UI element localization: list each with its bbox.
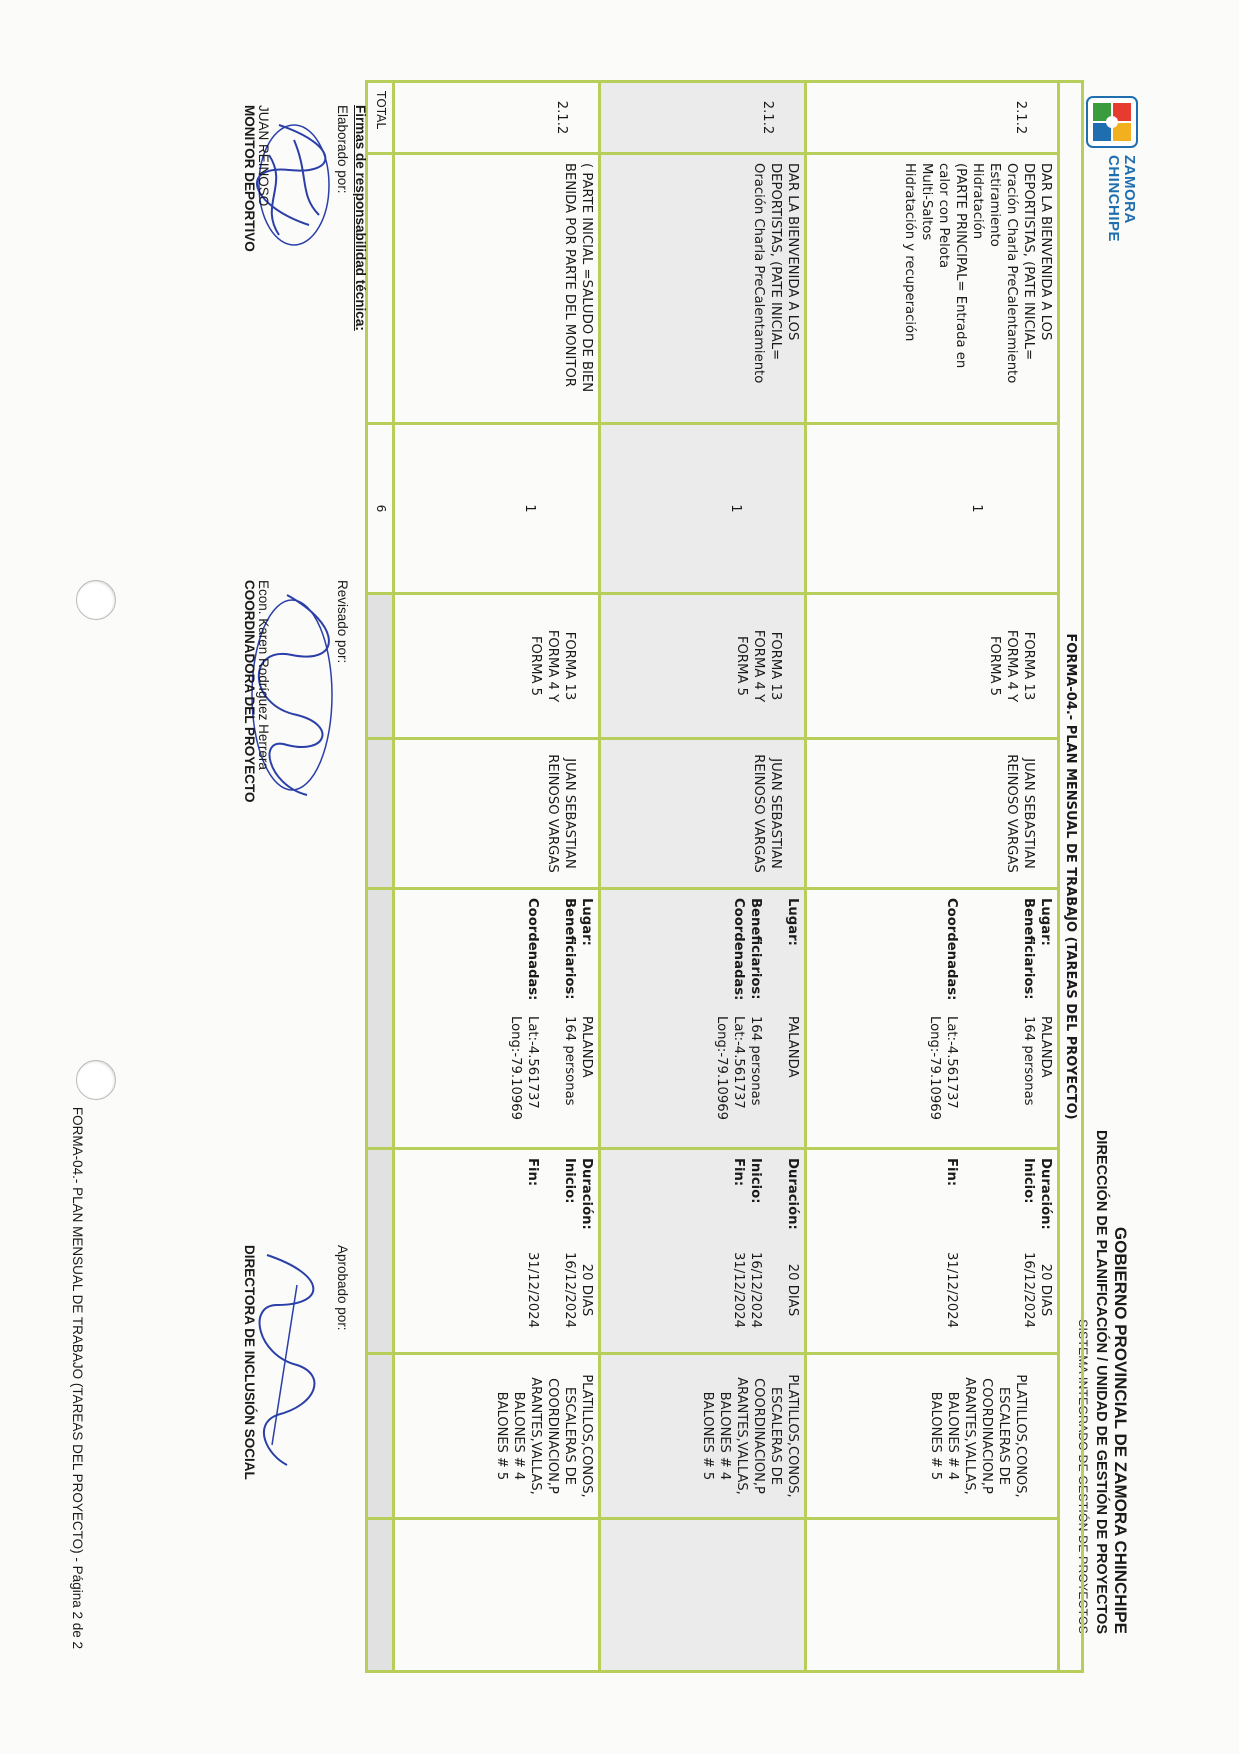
activity-responsible: [600, 739, 806, 889]
description-line: DAR LA BIENVENIDA A LOS: [1038, 163, 1053, 341]
activity-location: [600, 889, 806, 1149]
beneficiarios-field: [561, 898, 578, 1139]
inicio-field: [561, 1158, 578, 1344]
material-line: BALONES # 5: [494, 1391, 509, 1481]
fin-label: Fin:: [944, 1158, 959, 1187]
form-line: FORMA 13: [562, 631, 577, 701]
material-line: COORDINACION,P: [751, 1378, 766, 1494]
form-line: FORMA 4 Y: [545, 629, 560, 703]
lugar-label: Lugar:: [785, 898, 800, 946]
revisado-role: COORDINADORA DEL PROYECTO: [242, 580, 257, 803]
beneficiarios-value: 164 personas: [748, 1016, 763, 1106]
description-line: Estiramiento: [987, 163, 1002, 247]
inicio-label: Inicio:: [1021, 1158, 1036, 1204]
form-line: FORMA 4 Y: [1004, 629, 1019, 703]
inicio-value: 16/12/2024: [562, 1251, 577, 1328]
work-plan-table: [365, 80, 1084, 1673]
description-line: Hidratación: [970, 163, 985, 240]
punch-hole-right: [76, 1060, 116, 1100]
material-line: ESCALERAS DE: [996, 1387, 1011, 1485]
beneficiarios-value: 164 personas: [562, 1016, 577, 1106]
table-row: [600, 82, 806, 1672]
coordenadas-label: Coordenadas:: [525, 898, 540, 1001]
longitude-value: Long:-79.10969: [714, 1016, 729, 1121]
fin-label: Fin:: [525, 1158, 540, 1187]
coat-of-arms-icon: [1085, 95, 1139, 149]
duracion-field: [578, 1158, 595, 1344]
material-line: BALONES # 4: [511, 1391, 526, 1481]
material-line: PLATILLOS,CONOS,: [785, 1374, 800, 1498]
punch-hole-left: [76, 580, 116, 620]
revisado-label: Revisado por:: [335, 580, 350, 664]
table-row: [394, 82, 600, 1672]
lugar-label: Lugar:: [1038, 898, 1053, 946]
provincial-logo: [1083, 95, 1139, 245]
inicio-label: Inicio:: [562, 1158, 577, 1204]
material-line: BALONES # 5: [700, 1391, 715, 1481]
aprobado-label: Aprobado por:: [335, 1245, 350, 1331]
coordenadas-field: [926, 898, 960, 1139]
fin-field: [524, 1158, 541, 1344]
beneficiarios-label: Beneficiarios:: [1021, 898, 1036, 1000]
material-line: ARANTES,VALLAS,: [734, 1377, 749, 1495]
activity-notes: [600, 1519, 806, 1672]
beneficiarios-label: Beneficiarios:: [748, 898, 763, 1000]
inicio-field: [1020, 1158, 1037, 1344]
material-line: BALONES # 4: [717, 1391, 732, 1481]
description-line: (PARTE PRINCIPAL= Entrada en: [953, 163, 968, 369]
elaborado-role: MONITOR DEPORTIVO: [242, 105, 257, 252]
description-line: BENIDA POR PARTE DEL MONITOR: [562, 163, 577, 388]
description-line: Oración Charla PreCalentamiento: [1004, 163, 1019, 384]
duracion-label: Duración:: [579, 1158, 594, 1230]
material-line: BALONES # 5: [928, 1391, 943, 1481]
lugar-label: Lugar:: [579, 898, 594, 946]
coordenadas-field: [507, 898, 541, 1139]
beneficiarios-field: [747, 898, 764, 1139]
activity-forms: [394, 594, 600, 739]
longitude-value: Long:-79.10969: [927, 1016, 942, 1121]
duracion-value: 20 DIAS: [579, 1263, 594, 1317]
coordenadas-label: Coordenadas:: [944, 898, 959, 1001]
activity-description: [600, 154, 806, 424]
activity-materials: [394, 1354, 600, 1519]
table-caption: FORMA-04.- PLAN MENSUAL DE TRABAJO (TAREAS DEL PROYECTO): [1059, 82, 1083, 1672]
beneficiarios-label: Beneficiarios:: [562, 898, 577, 1000]
total-value: 6: [367, 424, 394, 594]
activity-quantity: 1: [806, 424, 1059, 594]
material-line: BALONES # 4: [945, 1391, 960, 1481]
activity-description: [806, 154, 1059, 424]
activity-forms: [600, 594, 806, 739]
total-row: [367, 82, 394, 1672]
activity-quantity: 1: [600, 424, 806, 594]
duracion-value: 20 DIAS: [785, 1263, 800, 1317]
logo-brand-text: ZAMORA CHINCHIPE: [1105, 155, 1138, 243]
direction-title: DIRECCIÓN DE PLANIFICACIÓN / UNIDAD DE GESTIÓN DE PROYECTOS: [1093, 1129, 1109, 1634]
material-line: ESCALERAS DE: [768, 1387, 783, 1485]
coordenadas-label: Coordenadas:: [731, 898, 746, 1001]
inicio-label: Inicio:: [748, 1158, 763, 1204]
fin-label: Fin:: [731, 1158, 746, 1187]
responsible-line: JUAN SEBASTIAN: [768, 758, 783, 869]
description-line: Oración Charla PreCalentamiento: [751, 163, 766, 384]
material-line: ARANTES,VALLAS,: [962, 1377, 977, 1495]
material-line: ESCALERAS DE: [562, 1387, 577, 1485]
form-line: FORMA 5: [528, 635, 543, 697]
lugar-value: PALANDA: [579, 1016, 594, 1078]
fin-value: 31/12/2024: [944, 1251, 959, 1328]
lugar-field: [578, 898, 595, 1139]
government-title: GOBIERNO PROVINCIAL DE ZAMORA CHINCHIPE: [1111, 1226, 1130, 1634]
description-line: Hidratación y recuperación: [902, 163, 917, 342]
material-line: COORDINACION,P: [545, 1378, 560, 1494]
lugar-field: [1037, 898, 1054, 1139]
duracion-label: Duración:: [1038, 1158, 1053, 1230]
activity-materials: [806, 1354, 1059, 1519]
responsible-line: JUAN SEBASTIAN: [562, 758, 577, 869]
fin-value: 31/12/2024: [731, 1251, 746, 1328]
activity-notes: [394, 1519, 600, 1672]
material-line: PLATILLOS,CONOS,: [579, 1374, 594, 1498]
beneficiarios-field: [1020, 898, 1037, 1139]
form-line: FORMA 5: [987, 635, 1002, 697]
activity-schedule: [806, 1149, 1059, 1354]
responsible-line: REINOSO VARGAS: [1004, 754, 1019, 873]
fin-field: [730, 1158, 747, 1344]
activity-code: 2.1.2: [600, 82, 806, 154]
activity-notes: [806, 1519, 1059, 1672]
form-line: FORMA 13: [1021, 631, 1036, 701]
description-line: DEPORTISTAS, (PATE INICIAL=: [1021, 163, 1036, 361]
revisado-name: Econ. Karen Rodríguez Herrera: [256, 580, 271, 770]
system-title: SISTEMA INTEGRADO DE GESTIÓN DE PROYECTOS: [1076, 1319, 1090, 1634]
material-line: ARANTES,VALLAS,: [528, 1377, 543, 1495]
elaborado-label: Elaborado por:: [335, 105, 350, 194]
aprobado-role: DIRECTORA DE INCLUSIÓN SOCIAL: [242, 1245, 257, 1480]
activity-schedule: [394, 1149, 600, 1354]
latitude-value: Lat:-4.561737: [731, 1016, 746, 1109]
duracion-label: Duración:: [785, 1158, 800, 1230]
elaborado-name: JUAN REINOSO: [256, 105, 271, 207]
activity-schedule: [600, 1149, 806, 1354]
fin-field: [943, 1158, 960, 1344]
form-line: FORMA 5: [734, 635, 749, 697]
signature-aprobado: [242, 1245, 369, 1605]
activity-code: 2.1.2: [394, 82, 600, 154]
activity-quantity: 1: [394, 424, 600, 594]
activity-code: 2.1.2: [806, 82, 1059, 154]
description-line: DEPORTISTAS, (PATE INICIAL=: [768, 163, 783, 361]
signature-elaborado: [242, 105, 369, 465]
form-line: FORMA 4 Y: [751, 629, 766, 703]
inicio-field: [747, 1158, 764, 1344]
activity-forms: [806, 594, 1059, 739]
description-line: calor con Pelota: [936, 163, 951, 269]
responsible-line: REINOSO VARGAS: [751, 754, 766, 873]
signatures-heading: Firmas de responsabilidad técnica:: [353, 105, 368, 331]
material-line: COORDINACION,P: [979, 1378, 994, 1494]
activity-location: [806, 889, 1059, 1149]
description-line: Multi-Saltos: [919, 163, 934, 241]
fin-value: 31/12/2024: [525, 1251, 540, 1328]
longitude-value: Long:-79.10969: [508, 1016, 523, 1121]
material-line: PLATILLOS,CONOS,: [1013, 1374, 1028, 1498]
inicio-value: 16/12/2024: [1021, 1251, 1036, 1328]
duracion-field: [784, 1158, 801, 1344]
activity-responsible: [394, 739, 600, 889]
duracion-value: 20 DIAS: [1038, 1263, 1053, 1317]
activity-description: [394, 154, 600, 424]
total-label: TOTAL: [367, 82, 394, 154]
page-footer: FORMA-04.- PLAN MENSUAL DE TRABAJO (TAREAS DEL PROYECTO) - Página 2 de 2: [70, 1106, 85, 1649]
signature-revisado: [242, 580, 369, 940]
activity-materials: [600, 1354, 806, 1519]
responsible-line: JUAN SEBASTIAN: [1021, 758, 1036, 869]
responsible-line: REINOSO VARGAS: [545, 754, 560, 873]
description-line: DAR LA BIENVENIDA A LOS: [785, 163, 800, 341]
description-line: ( PARTE INICIAL =SALUDO DE BIEN: [579, 163, 594, 393]
lugar-value: PALANDA: [785, 1016, 800, 1078]
form-line: FORMA 13: [768, 631, 783, 701]
latitude-value: Lat:-4.561737: [525, 1016, 540, 1109]
duracion-field: [1037, 1158, 1054, 1344]
beneficiarios-value: 164 personas: [1021, 1016, 1036, 1106]
coordenadas-field: [713, 898, 747, 1139]
lugar-field: [784, 898, 801, 1139]
inicio-value: 16/12/2024: [748, 1251, 763, 1328]
latitude-value: Lat:-4.561737: [944, 1016, 959, 1109]
activity-location: [394, 889, 600, 1149]
activity-responsible: [806, 739, 1059, 889]
table-row: [806, 82, 1059, 1672]
lugar-value: PALANDA: [1038, 1016, 1053, 1078]
